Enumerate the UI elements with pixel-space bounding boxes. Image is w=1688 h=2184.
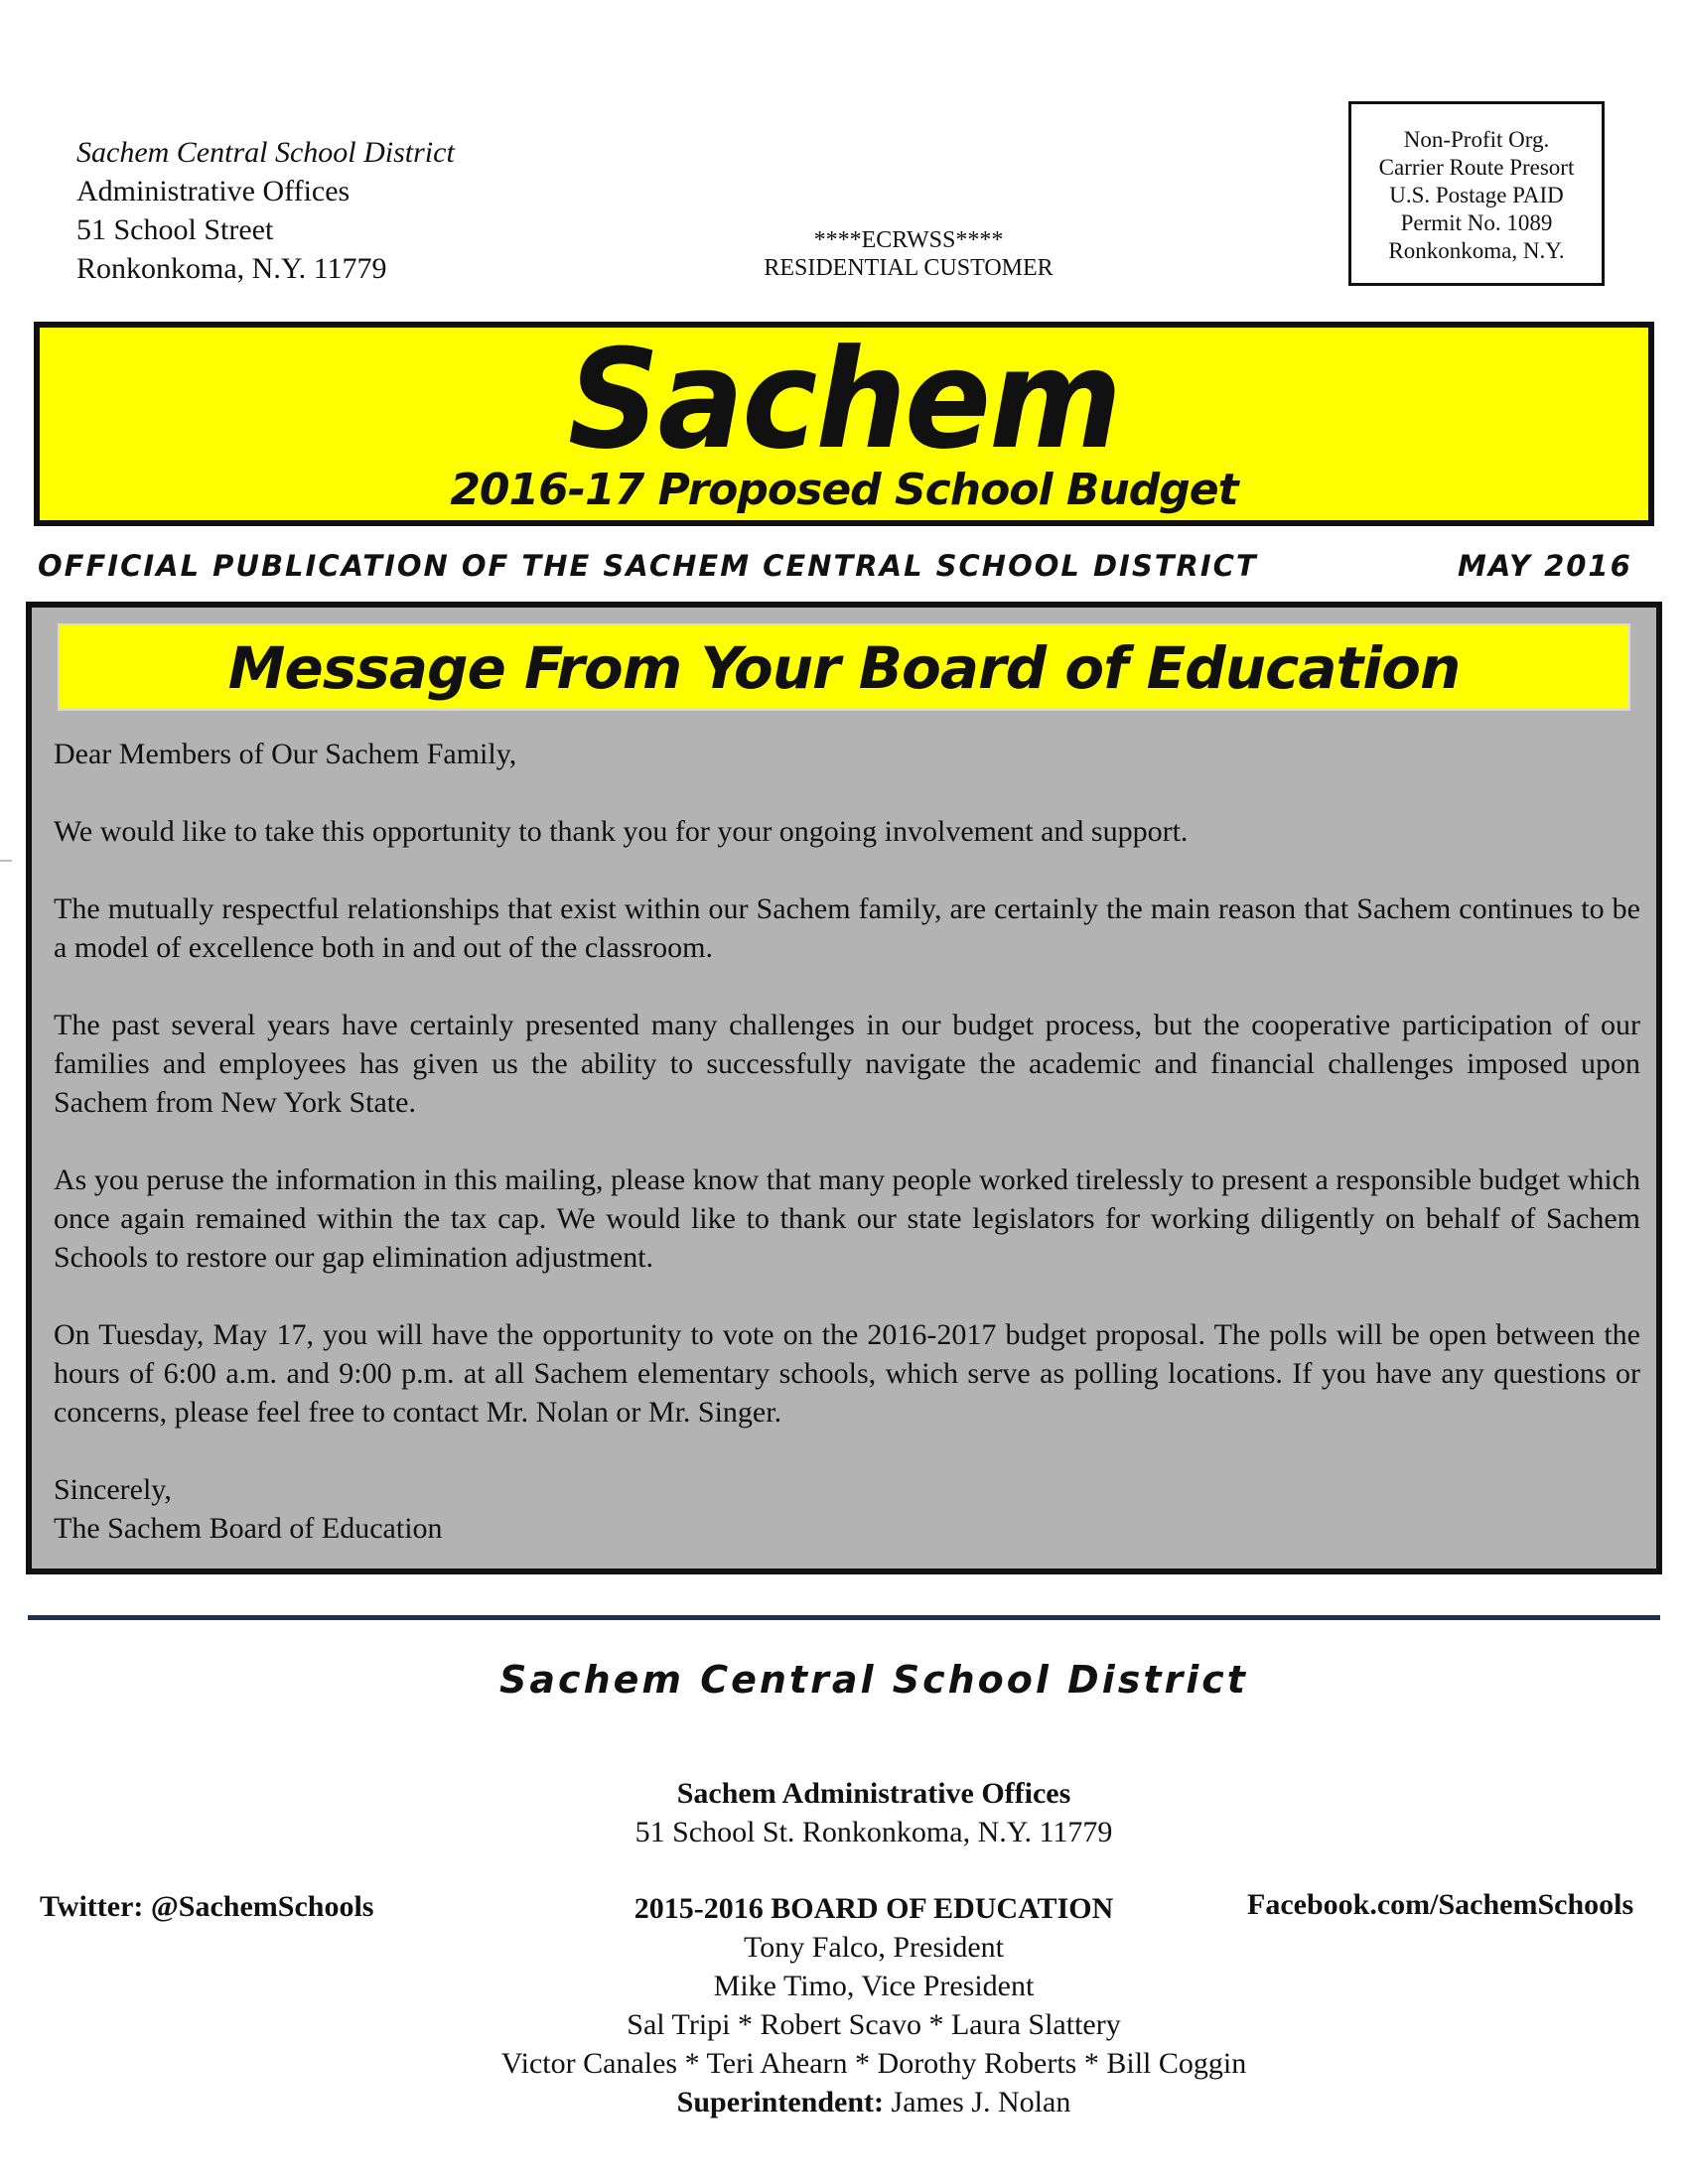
message-closing: Sincerely, <box>54 1473 172 1506</box>
mailing-label <box>635 226 1182 282</box>
return-office: Administrative Offices <box>76 175 351 207</box>
postage-indicia <box>1348 101 1605 286</box>
return-street: 51 School Street <box>76 213 274 246</box>
message-paragraph: The past several years have certainly presented many challenges in our budget process, but the cooperative participation of our families and employees has given us the ability to successfully navigate the academic and financial challenges imposed upon Sachem from New York State. <box>54 1009 1640 1119</box>
postage-line-3: U.S. Postage PAID <box>1389 183 1564 207</box>
return-city: Ronkonkoma, N.Y. 11779 <box>76 252 387 285</box>
return-district: Sachem Central School District <box>76 136 455 169</box>
admin-offices <box>377 1774 1370 1851</box>
return-address <box>76 133 455 288</box>
superintendent <box>377 2083 1370 2121</box>
board-members-line-1: Sal Tripi * Robert Scavo * Laura Slattery <box>627 2008 1121 2041</box>
footer-divider <box>28 1615 1660 1620</box>
message-paragraph: As you peruse the information in this mailing, please know that many people worked tirelessly to present a responsible budget which once again remained within the tax cap. We would like to thank our state legislators for working diligently on behalf of Sachem Schools to restore our gap elimination adjustment. <box>54 1163 1640 1274</box>
message-signature: The Sachem Board of Education <box>54 1512 443 1545</box>
board-of-education <box>377 1889 1370 2121</box>
message-paragraph: The mutually respectful relationships that exist within our Sachem family, are certainly the main reason that Sachem continues to be a model of excellence both in and out of the classroom. <box>54 892 1640 964</box>
postage-line-1: Non-Profit Org. <box>1403 127 1550 152</box>
publication-date: MAY 2016 <box>1458 549 1632 583</box>
facebook-link: Facebook.com/SachemSchools <box>1247 1888 1634 1921</box>
footer-title: Sachem Central School District <box>499 1658 1248 1702</box>
board-members-line-2: Victor Canales * Teri Ahearn * Dorothy Roberts * Bill Coggin <box>500 2047 1247 2080</box>
masthead-subtitle: 2016-17 Proposed School Budget <box>450 465 1238 515</box>
message-paragraph: We would like to take this opportunity to thank you for your ongoing involvement and support. <box>54 815 1189 848</box>
twitter-handle: Twitter: @SachemSchools <box>40 1890 374 1923</box>
superintendent-label: Superintendent: <box>676 2086 885 2118</box>
ecrwss-code: ****ECRWSS**** <box>813 227 1004 253</box>
message-paragraph: On Tuesday, May 17, you will have the opportunity to vote on the 2016-2017 budget proposal. The polls will be open between the hours of 6:00 a.m. and 9:00 p.m. at all Sachem elementary schools, which serve as polling locations. If you have any questions or concerns, please feel free to contact Mr. Nolan or Mr. Singer. <box>54 1318 1640 1429</box>
board-president: Tony Falco, President <box>743 1931 1005 1964</box>
board-vice-president: Mike Timo, Vice President <box>713 1970 1035 2002</box>
board-message-box <box>26 602 1662 1574</box>
message-heading: Message From Your Board of Education <box>58 623 1630 711</box>
admin-address: 51 School St. Ronkonkoma, N.Y. 11779 <box>634 1816 1113 1848</box>
board-heading: 2015-2016 BOARD OF EDUCATION <box>633 1892 1114 1925</box>
page-edge-mark <box>0 860 12 862</box>
admin-heading: Sachem Administrative Offices <box>676 1777 1071 1810</box>
masthead-title: Sachem <box>567 320 1121 479</box>
postage-line-5: Ronkonkoma, N.Y. <box>1388 238 1565 263</box>
postage-line-2: Carrier Route Presort <box>1378 155 1575 180</box>
residential-customer: RESIDENTIAL CUSTOMER <box>764 255 1054 281</box>
message-body <box>54 735 1640 1548</box>
postage-line-4: Permit No. 1089 <box>1400 210 1553 235</box>
superintendent-name: James J. Nolan <box>891 2086 1071 2118</box>
official-publication: OFFICIAL PUBLICATION OF THE SACHEM CENTRAL SCHOOL DISTRICT <box>38 549 1258 583</box>
masthead <box>34 322 1654 526</box>
message-salutation: Dear Members of Our Sachem Family, <box>54 738 517 770</box>
